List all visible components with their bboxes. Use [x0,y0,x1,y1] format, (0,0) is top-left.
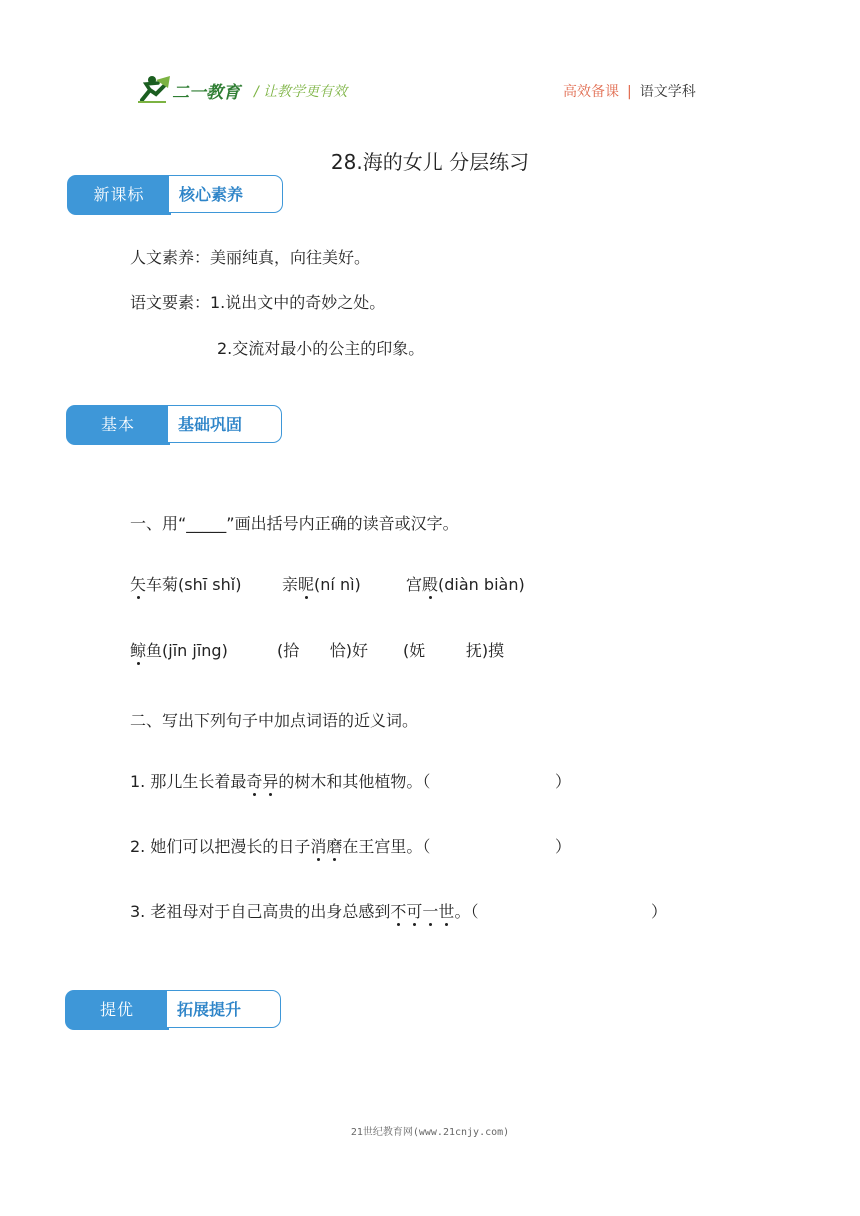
pinyin-item: 宫殿(diàn biàn) [406,572,525,595]
literacy-line-1: 人文素养：美丽纯真，向往美好。 [130,248,371,267]
question-2-prompt: 二、写出下列句子中加点词语的近义词。 [130,711,419,730]
answer-blank-close: ） [555,837,572,856]
pinyin-item: 矢车菊(shī shǐ) [130,572,241,595]
synonym-item: 2. 她们可以把漫长的日子消磨在王宫里。（ [130,834,430,857]
header-tag-prep: 高效备课 [563,84,619,100]
header-right [563,81,696,101]
answer-blank-close: ） [555,772,572,791]
section-tag: 基本 [66,405,170,445]
logo-text: 二一教育 [172,83,240,103]
synonym-item: 3. 老祖母对于自己高贵的出身总感到不可一世。（ [130,899,478,922]
char-choice-item: (拾 恰)好 [277,641,369,660]
section-name: 基础巩固 [168,405,282,443]
section-banner-advanced [65,990,283,1030]
char-choice-item: (妩 抚)摸 [403,641,505,660]
answer-blank-close: ） [651,902,668,921]
literacy-line-3: 2.交流对最小的公主的印象。 [217,339,425,358]
pinyin-item: 鲸鱼(jīn jīng) [130,638,228,661]
literacy-line-2: 语文要素：1.说出文中的奇妙之处。 [130,293,386,312]
synonym-item: 1. 那儿生长着最奇异的树木和其他植物。（ [130,769,430,792]
header-separator: | [627,84,632,100]
question-1-prompt: 一、用“_____”画出括号内正确的读音或汉字。 [130,514,459,533]
page-title: 28.海的女儿 分层练习 [330,150,530,174]
section-tag: 新课标 [67,175,171,215]
section-name: 拓展提升 [167,990,281,1028]
header-tag-subject: 语文学科 [639,84,696,100]
slogan: / 让教学更有效 [254,84,348,100]
section-tag: 提优 [65,990,169,1030]
section-banner-basic [66,405,284,445]
section-name: 核心素养 [169,175,283,213]
section-banner-core [67,175,285,215]
footer-source: 21世纪教育网(www.21cnjy.com) [350,1127,510,1138]
pinyin-item: 亲昵(ní nì) [282,572,361,595]
